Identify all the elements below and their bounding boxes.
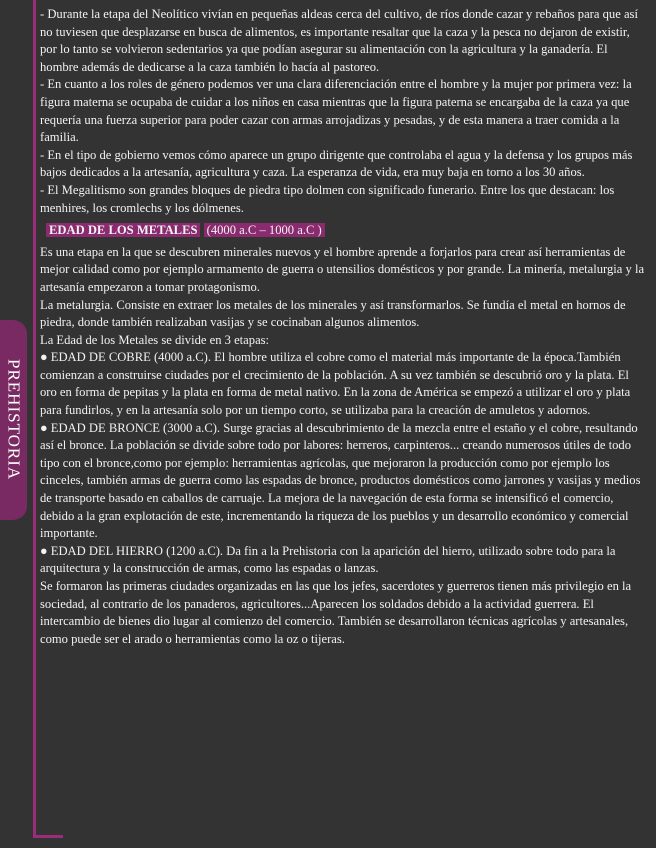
section-heading — [46, 222, 646, 240]
bottom-border-line — [33, 835, 63, 838]
section-heading-dates: (4000 a.C – 1000 a.C ) — [204, 223, 325, 237]
document-body — [40, 6, 646, 648]
metales-paragraph: La metalurgia. Consiste en extraer los metales de los minerales y así transformarlos. Se fundía el metal en hornos de piedra, donde también realizaban vasijas y se cocinaban algunos alimentos. — [40, 297, 626, 330]
neolitico-paragraph: - En cuanto a los roles de género podemos ver una clara diferenciación entre el hombre y la mujer por primera vez: la figura materna se ocupaba de cuidar a los niños en casa mientras que la figura paterna se encargaba de la caza ya que requería una fuerza superior para poder cazar con armas arrojadizas y pesadas, y de esta manera a traer comida a la familia. — [40, 77, 632, 145]
side-tab-label: PREHISTORIA — [4, 359, 24, 481]
neolitico-paragraph: - El Megalitismo son grandes bloques de piedra tipo dolmen con significado funerario. Entre los que destacan: los menhires, los cromlechs y los dólmenes. — [40, 182, 615, 215]
section-heading-title: EDAD DE LOS METALES — [46, 223, 200, 237]
metales-paragraph: Es una etapa en la que se descubren minerales nuevos y el hombre aprende a forjarlos para crear así herramientas de mejor calidad como por ejemplo armamento de guerra o utensilios domésticos y por grande. La minería, metalurgia y la artesanía empezaron a tomar protagonismo. — [40, 244, 645, 294]
left-border-line — [33, 0, 36, 838]
side-tab — [0, 320, 27, 520]
metales-bullet-bronce: ● EDAD DE BRONCE (3000 a.C). Surge gracias al descubrimiento de la mezcla entre el estaño y el cobre, resultando así el bronce. La población se divide sobre todo por labores: herreros, carpinteros... creando numerosos útiles de todo tipo con el bronce,como por ejemplo: herramientas agrícolas, que mejoraron la producción como por ejemplo los cinceles, también armas de guerra como las espadas de bronce, productos domésticos como jarrones y vasijas y medios de transporte basado en caballos de carruaje. La mejora de la navegación de esta forma se intensificó el comercio, debido a la gran explotación de este, incrementando la riqueza de los pueblos y un desarrollo económico y comercial importante. — [40, 420, 641, 541]
metales-paragraph: La Edad de los Metales se divide en 3 etapas: — [40, 332, 270, 347]
neolitico-paragraph: - En el tipo de gobierno vemos cómo aparece un grupo dirigente que controlaba el agua y la defensa y los grupos más bajos dedicados a la artesanía, agricultura y caza. La esperanza de vida, era muy baja en torno a los 30 años. — [40, 147, 633, 180]
neolitico-paragraph: - Durante la etapa del Neolítico vivían en pequeñas aldeas cerca del cultivo, de ríos donde cazar y rebaños para que así no tuviesen que desplazarse en busca de alimentos, es importante resaltar que la caza y la pesca no dejaron de existir, por lo tanto se volvieron sedentarios ya que podían asegurar su alimentación con la agricultura y la ganadería. El hombre además de dedicarse a la caza también lo hacía al pastoreo. — [40, 7, 638, 74]
metales-bullet-cobre: ● EDAD DE COBRE (4000 a.C). El hombre utiliza el cobre como el material más importante de la época.También comienzan a construirse ciudades por el crecimiento de la población. A su vez también se descubrió oro y la plata. El oro en forma de pepitas y la plata en forma de metal nativo. En la zona de América se empezó a utilizar el oro y plata para fundirlos, y en la artesanía solo por un tiempo corto, se utilizaba para la creación de amuletos y adornos. — [40, 350, 631, 418]
metales-bullet-hierro: ● EDAD DEL HIERRO (1200 a.C). Da fin a la Prehistoria con la aparición del hierro, utilizado sobre todo para la arquitectura y la construcción de armas, como las espadas o lanzas. — [40, 543, 616, 576]
metales-paragraph: Se formaron las primeras ciudades organizadas en las que los jefes, sacerdotes y guerreros tienen más privilegio en la sociedad, al contrario de los panaderos, agricultores...Aparecen los soldados debido a la actividad guerrera. El intercambio de bienes dio lugar al comienzo del comercio. También se desarrollaron técnicas agrícolas y artesanales, como puede ser el arado o herramientas como la oz o tijeras. — [40, 579, 632, 646]
